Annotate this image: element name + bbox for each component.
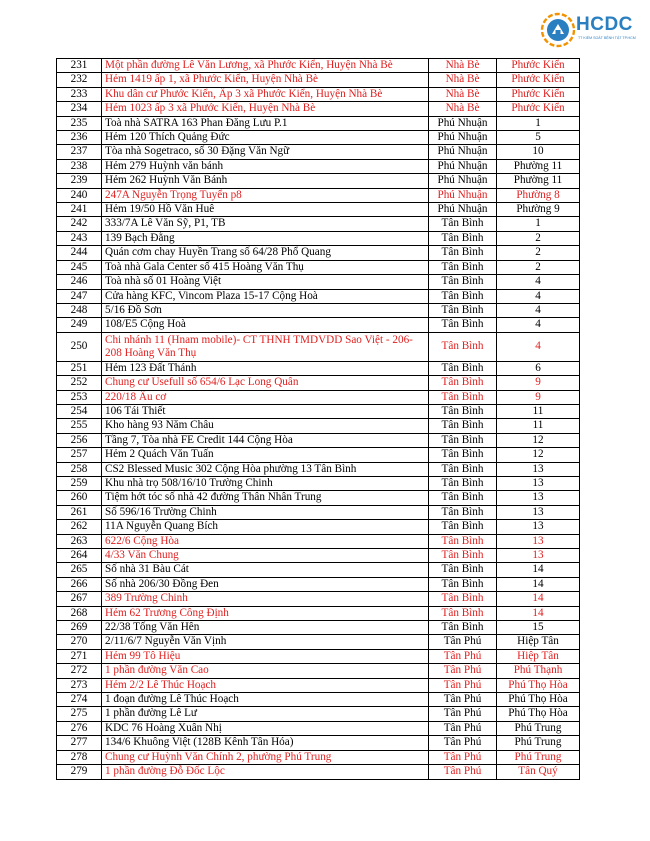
row-district: Tân Bình	[429, 563, 497, 577]
row-address: Hẻm 19/50 Hồ Văn Huê	[102, 203, 429, 217]
table-row	[57, 592, 580, 606]
row-number: 272	[57, 664, 102, 678]
row-address: Tiệm hớt tóc số nhà 42 đường Thân Nhân Trung	[102, 491, 429, 505]
row-address: 1 phần đường Đỗ Đốc Lộc	[102, 765, 429, 779]
table-row	[57, 765, 580, 779]
table-row	[57, 275, 580, 289]
row-district: Phú Nhuận	[429, 145, 497, 159]
row-district: Tân Phú	[429, 765, 497, 779]
row-address: 1 phần đường Lê Lư	[102, 707, 429, 721]
row-ward: Phú Thọ Hòa	[497, 707, 580, 721]
row-number: 261	[57, 505, 102, 519]
row-number: 269	[57, 621, 102, 635]
row-ward: Phú Trung	[497, 721, 580, 735]
row-ward: Tân Quý	[497, 765, 580, 779]
row-number: 274	[57, 693, 102, 707]
table-row	[57, 203, 580, 217]
row-address: 2/11/6/7 Nguyễn Văn Vịnh	[102, 635, 429, 649]
row-number: 256	[57, 433, 102, 447]
row-ward: 13	[497, 549, 580, 563]
row-district: Tân Phú	[429, 635, 497, 649]
row-ward: Phường 11	[497, 159, 580, 173]
row-number: 268	[57, 606, 102, 620]
table-row	[57, 476, 580, 490]
row-district: Tân Bình	[429, 448, 497, 462]
row-ward: 12	[497, 433, 580, 447]
row-number: 250	[57, 332, 102, 361]
row-address: Chung cư Huỳnh Văn Chính 2, phường Phú Trung	[102, 750, 429, 764]
table-row	[57, 491, 580, 505]
row-number: 277	[57, 736, 102, 750]
row-district: Tân Bình	[429, 592, 497, 606]
row-number: 239	[57, 174, 102, 188]
hcdc-emblem-icon	[540, 12, 576, 48]
row-district: Phú Nhuận	[429, 174, 497, 188]
row-district: Tân Bình	[429, 491, 497, 505]
row-number: 259	[57, 476, 102, 490]
row-ward: 15	[497, 621, 580, 635]
table-row	[57, 505, 580, 519]
row-district: Phú Nhuận	[429, 159, 497, 173]
table-row	[57, 217, 580, 231]
row-district: Tân Bình	[429, 318, 497, 332]
table-row	[57, 563, 580, 577]
row-district: Tân Bình	[429, 246, 497, 260]
row-number: 244	[57, 246, 102, 260]
row-address: 247A Nguyễn Trọng Tuyển p8	[102, 188, 429, 202]
table-row	[57, 707, 580, 721]
row-ward: Phú Trung	[497, 750, 580, 764]
table-row	[57, 448, 580, 462]
row-number: 236	[57, 131, 102, 145]
row-ward: 4	[497, 332, 580, 361]
row-district: Tân Phú	[429, 736, 497, 750]
row-district: Nhà Bè	[429, 59, 497, 73]
table-row	[57, 750, 580, 764]
row-ward: 2	[497, 231, 580, 245]
row-ward: Phú Thọ Hòa	[497, 678, 580, 692]
row-address: 1 đoạn đường Lê Thúc Hoạch	[102, 693, 429, 707]
row-ward: 4	[497, 289, 580, 303]
row-address: Hẻm 1419 ấp 1, xã Phước Kiển, Huyện Nhà Bè	[102, 73, 429, 87]
table-row	[57, 231, 580, 245]
row-district: Tân Phú	[429, 649, 497, 663]
hcdc-logo	[540, 12, 640, 48]
table-row	[57, 678, 580, 692]
row-number: 278	[57, 750, 102, 764]
row-district: Tân Bình	[429, 217, 497, 231]
row-address: 622/6 Cộng Hòa	[102, 534, 429, 548]
location-table-body	[57, 59, 580, 780]
row-address: Quán cơm chay Huyền Trang số 64/28 Phổ Quang	[102, 246, 429, 260]
table-row	[57, 721, 580, 735]
row-district: Tân Bình	[429, 462, 497, 476]
row-number: 237	[57, 145, 102, 159]
row-ward: Phú Thọ Hòa	[497, 693, 580, 707]
table-row	[57, 577, 580, 591]
row-district: Tân Phú	[429, 707, 497, 721]
table-row	[57, 404, 580, 418]
table-row	[57, 188, 580, 202]
table-row	[57, 390, 580, 404]
table-row	[57, 649, 580, 663]
row-address: CS2 Blessed Music 302 Cộng Hòa phường 13 Tân Bình	[102, 462, 429, 476]
row-address: 220/18 Âu cơ	[102, 390, 429, 404]
row-address: Số nhà 31 Bàu Cát	[102, 563, 429, 577]
row-ward: 14	[497, 592, 580, 606]
row-number: 255	[57, 419, 102, 433]
row-address: Hẻm 1023 ấp 3 xã Phước Kiển, Huyện Nhà Bè	[102, 102, 429, 116]
row-district: Phú Nhuận	[429, 131, 497, 145]
row-ward: 1	[497, 116, 580, 130]
row-ward: Phường 8	[497, 188, 580, 202]
row-district: Tân Bình	[429, 549, 497, 563]
row-address: Hẻm 123 Đất Thánh	[102, 361, 429, 375]
row-address: Hẻm 2 Quách Văn Tuấn	[102, 448, 429, 462]
row-address: Hẻm 279 Huỳnh văn bánh	[102, 159, 429, 173]
table-row	[57, 534, 580, 548]
row-address: Cửa hàng KFC, Vincom Plaza 15-17 Cộng Hoà	[102, 289, 429, 303]
row-number: 263	[57, 534, 102, 548]
row-number: 254	[57, 404, 102, 418]
row-district: Tân Bình	[429, 303, 497, 317]
table-row	[57, 303, 580, 317]
row-number: 235	[57, 116, 102, 130]
row-address: 139 Bạch Đằng	[102, 231, 429, 245]
row-address: Hẻm 120 Thích Quảng Đức	[102, 131, 429, 145]
row-district: Tân Bình	[429, 404, 497, 418]
row-ward: Hiệp Tân	[497, 649, 580, 663]
row-ward: 11	[497, 404, 580, 418]
row-district: Phú Nhuận	[429, 188, 497, 202]
table-row	[57, 693, 580, 707]
row-ward: 13	[497, 520, 580, 534]
table-row	[57, 87, 580, 101]
row-ward: 13	[497, 462, 580, 476]
row-address: KDC 76 Hoàng Xuân Nhị	[102, 721, 429, 735]
table-row	[57, 462, 580, 476]
row-number: 232	[57, 73, 102, 87]
row-address: 22/38 Tống Văn Hên	[102, 621, 429, 635]
table-row	[57, 419, 580, 433]
row-district: Tân Bình	[429, 260, 497, 274]
row-address: 1 phần đường Văn Cao	[102, 664, 429, 678]
row-address: 11A Nguyễn Quang Bích	[102, 520, 429, 534]
table-row	[57, 376, 580, 390]
table-row	[57, 116, 580, 130]
row-ward: 9	[497, 390, 580, 404]
row-ward: 1	[497, 217, 580, 231]
row-number: 279	[57, 765, 102, 779]
location-table	[56, 58, 580, 780]
row-ward: 4	[497, 303, 580, 317]
row-district: Tân Bình	[429, 275, 497, 289]
row-number: 233	[57, 87, 102, 101]
row-address: Hẻm 62 Trương Công Định	[102, 606, 429, 620]
row-district: Tân Phú	[429, 678, 497, 692]
row-address: Hẻm 99 Tô Hiệu	[102, 649, 429, 663]
row-number: 264	[57, 549, 102, 563]
row-ward: Phước Kiển	[497, 73, 580, 87]
row-number: 231	[57, 59, 102, 73]
row-ward: 9	[497, 376, 580, 390]
row-district: Tân Bình	[429, 361, 497, 375]
row-district: Tân Bình	[429, 390, 497, 404]
table-row	[57, 635, 580, 649]
row-address: 4/33 Văn Chung	[102, 549, 429, 563]
row-ward: 14	[497, 577, 580, 591]
row-address: Chung cư Usefull số 654/6 Lạc Long Quân	[102, 376, 429, 390]
row-ward: 13	[497, 534, 580, 548]
row-number: 245	[57, 260, 102, 274]
logo-subtitle: TT KIỂM SOÁT BỆNH TẬT TP.HCM	[578, 36, 636, 40]
row-number: 260	[57, 491, 102, 505]
table-row	[57, 131, 580, 145]
table-row	[57, 736, 580, 750]
row-number: 252	[57, 376, 102, 390]
row-number: 271	[57, 649, 102, 663]
row-ward: 5	[497, 131, 580, 145]
row-address: 333/7A Lê Văn Sỹ, P1, TB	[102, 217, 429, 231]
row-address: 389 Trường Chinh	[102, 592, 429, 606]
row-address: Tòa nhà Sogetraco, số 30 Đặng Văn Ngữ	[102, 145, 429, 159]
row-district: Tân Bình	[429, 577, 497, 591]
row-district: Tân Phú	[429, 750, 497, 764]
table-row	[57, 289, 580, 303]
table-row	[57, 332, 580, 361]
row-district: Tân Phú	[429, 693, 497, 707]
table-row	[57, 174, 580, 188]
row-district: Tân Bình	[429, 332, 497, 361]
row-ward: 11	[497, 419, 580, 433]
row-ward: Phước Kiển	[497, 87, 580, 101]
row-ward: Phước Kiển	[497, 102, 580, 116]
row-ward: 4	[497, 318, 580, 332]
table-row	[57, 73, 580, 87]
row-address: Khu dân cư Phước Kiển, Ấp 3 xã Phước Kiển, Huyện Nhà Bè	[102, 87, 429, 101]
table-row	[57, 520, 580, 534]
table-row	[57, 433, 580, 447]
row-number: 270	[57, 635, 102, 649]
row-district: Tân Bình	[429, 520, 497, 534]
row-ward: Phú Thạnh	[497, 664, 580, 678]
row-ward: 14	[497, 563, 580, 577]
row-ward: Phước Kiển	[497, 59, 580, 73]
row-ward: Phường 11	[497, 174, 580, 188]
logo-text: HCDC	[576, 14, 633, 35]
row-number: 241	[57, 203, 102, 217]
row-district: Phú Nhuận	[429, 203, 497, 217]
row-address: Toà nhà SATRA 163 Phan Đăng Lưu P.1	[102, 116, 429, 130]
row-district: Nhà Bè	[429, 102, 497, 116]
row-district: Tân Bình	[429, 505, 497, 519]
row-address: Một phần đường Lê Văn Lương, xã Phước Kiển, Huyện Nhà Bè	[102, 59, 429, 73]
row-number: 257	[57, 448, 102, 462]
row-ward: 13	[497, 476, 580, 490]
row-district: Tân Bình	[429, 606, 497, 620]
row-ward: Phường 9	[497, 203, 580, 217]
row-ward: 2	[497, 246, 580, 260]
row-district: Tân Bình	[429, 534, 497, 548]
row-address: Hẻm 2/2 Lê Thúc Hoạch	[102, 678, 429, 692]
row-number: 267	[57, 592, 102, 606]
row-number: 265	[57, 563, 102, 577]
row-ward: 4	[497, 275, 580, 289]
row-number: 262	[57, 520, 102, 534]
row-address: Tầng 7, Tòa nhà FE Credit 144 Cộng Hòa	[102, 433, 429, 447]
table-row	[57, 318, 580, 332]
row-district: Tân Bình	[429, 289, 497, 303]
row-number: 251	[57, 361, 102, 375]
row-number: 234	[57, 102, 102, 116]
row-district: Tân Bình	[429, 231, 497, 245]
row-number: 249	[57, 318, 102, 332]
row-district: Nhà Bè	[429, 73, 497, 87]
row-district: Phú Nhuận	[429, 116, 497, 130]
table-row	[57, 59, 580, 73]
row-ward: Hiệp Tân	[497, 635, 580, 649]
row-ward: 12	[497, 448, 580, 462]
row-address: Toà nhà số 01 Hoàng Việt	[102, 275, 429, 289]
row-number: 266	[57, 577, 102, 591]
table-row	[57, 361, 580, 375]
row-number: 238	[57, 159, 102, 173]
table-row	[57, 246, 580, 260]
row-number: 275	[57, 707, 102, 721]
row-address: Chi nhánh 11 (Hnam mobile)- CT THNH TMDVDD Sao Việt - 206-208 Hoàng Văn Thụ	[102, 332, 429, 361]
table-row	[57, 260, 580, 274]
row-address: Kho hàng 93 Năm Châu	[102, 419, 429, 433]
row-number: 242	[57, 217, 102, 231]
table-row	[57, 102, 580, 116]
row-district: Tân Bình	[429, 621, 497, 635]
row-number: 258	[57, 462, 102, 476]
table-row	[57, 145, 580, 159]
row-district: Nhà Bè	[429, 87, 497, 101]
row-district: Tân Bình	[429, 376, 497, 390]
row-number: 240	[57, 188, 102, 202]
table-row	[57, 549, 580, 563]
row-ward: 6	[497, 361, 580, 375]
row-address: Số nhà 206/30 Đồng Đen	[102, 577, 429, 591]
row-ward: 10	[497, 145, 580, 159]
row-number: 253	[57, 390, 102, 404]
row-district: Tân Phú	[429, 721, 497, 735]
row-address: 134/6 Khuông Việt (128B Kênh Tân Hóa)	[102, 736, 429, 750]
row-district: Tân Phú	[429, 664, 497, 678]
row-district: Tân Bình	[429, 433, 497, 447]
row-address: Toà nhà Gala Center số 415 Hoàng Văn Thụ	[102, 260, 429, 274]
row-ward: 14	[497, 606, 580, 620]
row-address: Khu nhà trọ 508/16/10 Trường Chinh	[102, 476, 429, 490]
row-address: Số 596/16 Trường Chinh	[102, 505, 429, 519]
table-row	[57, 621, 580, 635]
row-number: 273	[57, 678, 102, 692]
row-ward: 13	[497, 505, 580, 519]
row-ward: 13	[497, 491, 580, 505]
row-address: Hẻm 262 Huỳnh Văn Bánh	[102, 174, 429, 188]
row-district: Tân Bình	[429, 476, 497, 490]
row-address: 106 Tái Thiết	[102, 404, 429, 418]
row-number: 276	[57, 721, 102, 735]
row-address: 108/E5 Cộng Hoà	[102, 318, 429, 332]
row-ward: Phú Trung	[497, 736, 580, 750]
table-row	[57, 664, 580, 678]
table-row	[57, 606, 580, 620]
row-number: 248	[57, 303, 102, 317]
row-district: Tân Bình	[429, 419, 497, 433]
row-number: 246	[57, 275, 102, 289]
row-number: 247	[57, 289, 102, 303]
row-ward: 2	[497, 260, 580, 274]
table-row	[57, 159, 580, 173]
row-address: 5/16 Đồ Sơn	[102, 303, 429, 317]
row-number: 243	[57, 231, 102, 245]
